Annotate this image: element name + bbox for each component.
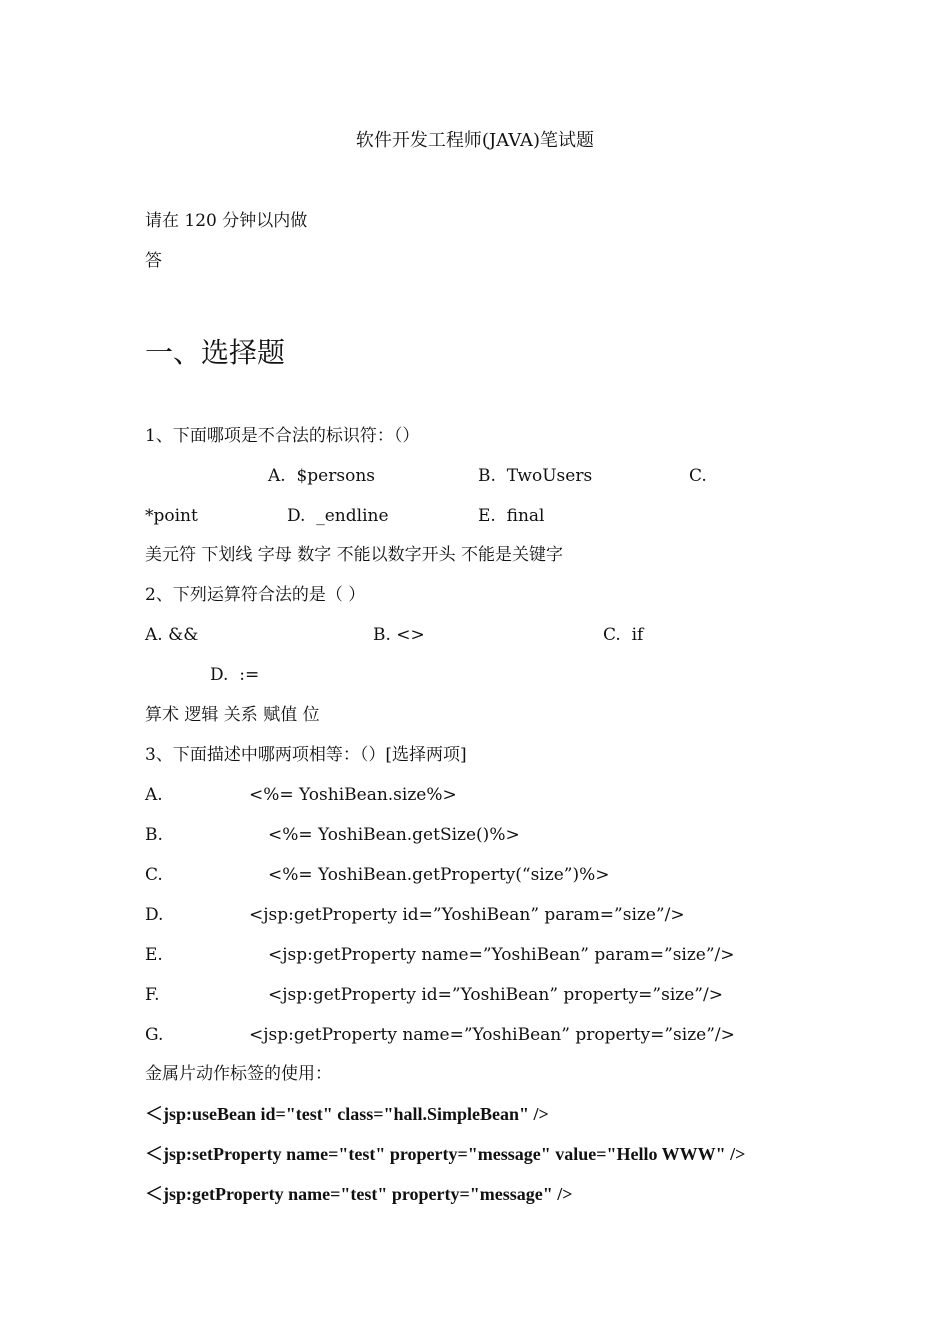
q3-option-g-code: <jsp:getProperty name=”YoshiBean” property=”size”/>: [249, 1025, 735, 1045]
q3-option-e-code: <jsp:getProperty name=”YoshiBean” param=”size”/>: [268, 945, 735, 965]
q1-question: 1、下面哪项是不合法的标识符：（）: [145, 426, 420, 446]
jsp-getproperty-example: ＜jsp:getProperty name="test" property="message" />: [145, 1184, 573, 1204]
q3-option-a-label: A.: [145, 785, 163, 805]
q3-note: 金属片动作标签的使用：: [145, 1064, 332, 1084]
q2-option-b: B. <>: [373, 625, 425, 645]
q2-note: 算术 逻辑 关系 赋值 位: [145, 705, 320, 725]
q1-option-c: C.: [689, 466, 707, 486]
q1-option-a: A. $persons: [268, 466, 376, 486]
q1-note: 美元符 下划线 字母 数字 不能以数字开头 不能是关键字: [145, 545, 564, 565]
q3-option-f-label: F.: [145, 985, 160, 1005]
q2-question: 2、下列运算符合法的是（ ）: [145, 585, 366, 605]
q1-option-e: E. final: [478, 506, 545, 526]
intro-line-2: 答: [145, 251, 162, 271]
page-title: 软件开发工程师(JAVA)笔试题: [355, 130, 595, 151]
q2-option-a: A. &&: [145, 625, 199, 645]
q3-option-d-code: <jsp:getProperty id=”YoshiBean” param=”size”/>: [249, 905, 685, 925]
q3-option-e-label: E.: [145, 945, 163, 965]
q3-option-c-label: C.: [145, 865, 163, 885]
section-heading: 一、选择题: [145, 336, 286, 369]
q3-option-b-code: <%= YoshiBean.getSize()%>: [268, 825, 520, 845]
q3-question: 3、下面描述中哪两项相等：（）[选择两项]: [145, 745, 467, 765]
q3-option-g-label: G.: [145, 1025, 164, 1045]
q3-option-f-code: <jsp:getProperty id=”YoshiBean” property=”size”/>: [268, 985, 723, 1005]
q3-option-a-code: <%= YoshiBean.size%>: [249, 785, 457, 805]
jsp-setproperty-example: ＜jsp:setProperty name="test" property="message" value="Hello WWW" />: [145, 1144, 746, 1164]
q3-option-b-label: B.: [145, 825, 163, 845]
q2-option-c: C. if: [603, 625, 644, 645]
q3-option-c-code: <%= YoshiBean.getProperty(“size”)%>: [268, 865, 610, 885]
intro-line-1: 请在 120 分钟以内做: [145, 211, 308, 231]
jsp-usebean-example: ＜jsp:useBean id="test" class="hall.SimpleBean" />: [145, 1104, 549, 1124]
q3-option-d-label: D.: [145, 905, 164, 925]
q2-option-d: D. :=: [210, 665, 260, 685]
q1-option-b: B. TwoUsers: [478, 466, 593, 486]
q1-option-d: D. _endline: [287, 506, 389, 526]
q1-option-c-continued: *point: [145, 506, 198, 526]
